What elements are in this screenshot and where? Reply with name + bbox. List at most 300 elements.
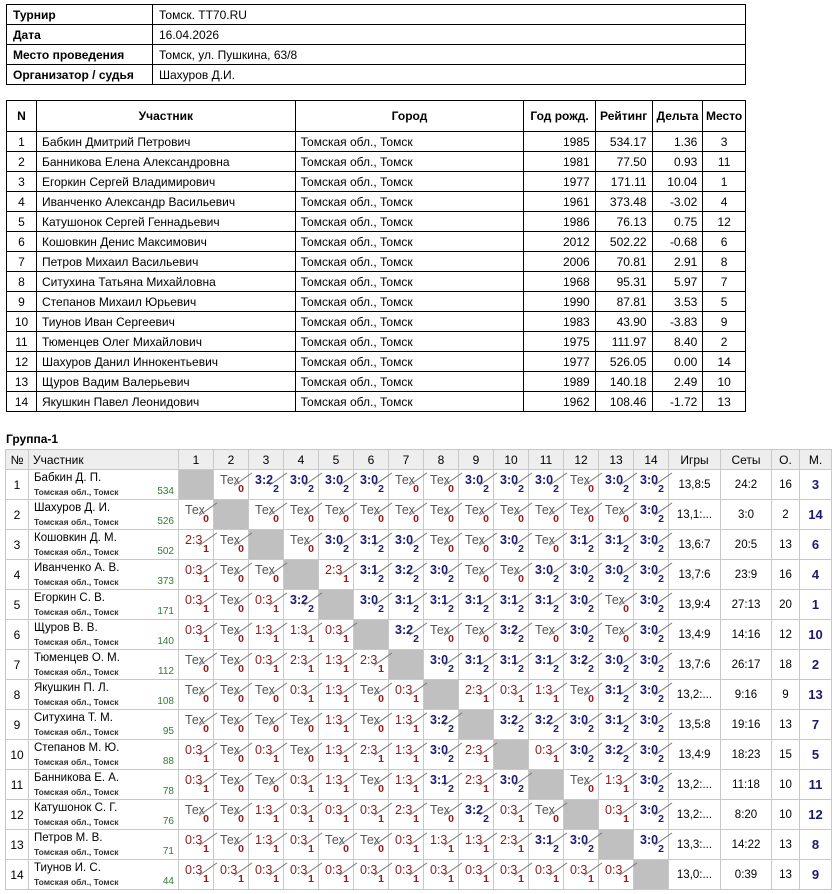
match-score: Тех xyxy=(255,713,275,727)
match-score: Тех xyxy=(570,473,590,487)
match-score: 3:0 xyxy=(570,833,589,847)
match-result-cell xyxy=(284,800,319,830)
participant-city: Томская обл., Томск xyxy=(295,192,524,212)
match-points: 1 xyxy=(448,843,454,855)
match-score: Тех xyxy=(395,473,415,487)
participant-place: 1 xyxy=(703,172,746,192)
match-points: 0 xyxy=(623,603,629,615)
match-points: 0 xyxy=(343,513,349,525)
participant-short-name: Банникова Е. А. xyxy=(34,772,120,784)
info-label: Дата xyxy=(7,25,153,45)
match-result-cell xyxy=(529,830,564,860)
match-points: 1 xyxy=(483,693,489,705)
match-score: Тех xyxy=(185,803,205,817)
match-result-cell xyxy=(354,860,389,890)
grid-header-sets: Сеты xyxy=(721,450,772,470)
participant-place: 3 xyxy=(703,132,746,152)
match-points: 1 xyxy=(273,873,279,885)
match-points: 1 xyxy=(273,633,279,645)
match-result-cell xyxy=(179,620,214,650)
match-points: 1 xyxy=(343,633,349,645)
participant-city: Томская обл., Томск xyxy=(34,757,119,767)
match-score: Тех xyxy=(570,683,590,697)
match-score: 3:1 xyxy=(535,593,554,607)
participant-birth-year: 1983 xyxy=(524,312,595,332)
match-score: Тех xyxy=(325,833,345,847)
match-score: 3:0 xyxy=(640,833,659,847)
match-score: 3:0 xyxy=(570,563,589,577)
match-points: 0 xyxy=(203,723,209,735)
match-score: 3:0 xyxy=(570,623,589,637)
grid-participant xyxy=(29,470,179,500)
participant-city: Томская обл., Томск xyxy=(34,637,119,647)
match-points: 2 xyxy=(658,723,664,735)
participant-delta: 3.53 xyxy=(652,292,703,312)
participant-delta: 5.97 xyxy=(652,272,703,292)
match-result-cell xyxy=(494,560,529,590)
match-score: Тех xyxy=(430,503,450,517)
match-result-cell xyxy=(564,620,599,650)
match-result-cell xyxy=(634,800,669,830)
match-points: 0 xyxy=(238,753,244,765)
participant-place: 8 xyxy=(800,830,832,860)
match-result-cell xyxy=(599,770,634,800)
participant-delta: 0.93 xyxy=(652,152,703,172)
match-score: 1:3 xyxy=(325,683,343,697)
participant-place: 11 xyxy=(800,770,832,800)
participant-name: Тиунов Иван Сергеевич xyxy=(37,312,296,332)
match-points: 1 xyxy=(343,693,349,705)
table-row xyxy=(7,332,746,352)
match-score: Тех xyxy=(465,563,485,577)
grid-row-number: 9 xyxy=(6,710,29,740)
match-score: 0:3 xyxy=(290,803,308,817)
match-score: 1:3 xyxy=(430,833,448,847)
match-result-cell xyxy=(529,500,564,530)
match-points: 1 xyxy=(273,813,279,825)
participant-city: Томская обл., Томск xyxy=(295,332,524,352)
participant-sets: 8:20 xyxy=(721,800,772,830)
match-score: 0:3 xyxy=(395,863,413,877)
participant-number: 12 xyxy=(7,352,37,372)
match-score: Тех xyxy=(570,773,590,787)
participant-rating: 112 xyxy=(158,666,174,677)
grid-header-place: М. xyxy=(800,450,832,470)
match-score: Тех xyxy=(255,503,275,517)
match-points: 1 xyxy=(343,663,349,675)
participant-name: Ситухина Татьяна Михайловна xyxy=(37,272,296,292)
match-score: 3:2 xyxy=(255,473,274,487)
match-points: 2 xyxy=(588,633,594,645)
match-score: Тех xyxy=(220,743,240,757)
table-row xyxy=(7,372,746,392)
match-result-cell xyxy=(249,470,284,500)
participant-points: 12 xyxy=(772,620,800,650)
participant-delta: 10.04 xyxy=(652,172,703,192)
group-title: Группа-1 xyxy=(6,432,59,446)
participant-city: Томская обл., Томск xyxy=(295,292,524,312)
participant-city: Томская обл., Томск xyxy=(295,372,524,392)
participant-place: 12 xyxy=(800,800,832,830)
match-points: 2 xyxy=(413,543,419,555)
match-score: Тех xyxy=(360,713,380,727)
match-result-cell xyxy=(459,470,494,500)
match-points: 2 xyxy=(273,483,279,495)
match-points: 1 xyxy=(203,873,209,885)
match-score: Тех xyxy=(220,533,240,547)
match-result-cell xyxy=(284,710,319,740)
match-points: 1 xyxy=(413,873,419,885)
participant-city: Томская обл., Томск xyxy=(295,172,524,192)
participant-city: Томская обл., Томск xyxy=(295,252,524,272)
match-score: 3:1 xyxy=(605,713,624,727)
participants-header-row xyxy=(7,101,746,132)
match-result-cell xyxy=(424,470,459,500)
match-result-cell xyxy=(214,530,249,560)
grid-header-points: О. xyxy=(772,450,800,470)
round-robin-grid xyxy=(5,449,832,890)
match-score: 3:2 xyxy=(395,563,414,577)
match-points: 2 xyxy=(553,573,559,585)
match-score: 3:1 xyxy=(360,563,379,577)
match-result-cell xyxy=(354,560,389,590)
match-score: 3:0 xyxy=(640,803,659,817)
match-result-cell xyxy=(564,830,599,860)
participant-birth-year: 1986 xyxy=(524,212,595,232)
match-result-cell xyxy=(249,770,284,800)
match-result-cell xyxy=(634,620,669,650)
info-row xyxy=(7,25,746,45)
match-result-cell xyxy=(354,530,389,560)
match-points: 0 xyxy=(238,843,244,855)
participant-name: Петров Михаил Васильевич xyxy=(37,252,296,272)
match-result-cell xyxy=(319,770,354,800)
match-points: 1 xyxy=(203,633,209,645)
match-points: 0 xyxy=(553,513,559,525)
match-score: Тех xyxy=(535,803,555,817)
match-points: 0 xyxy=(308,753,314,765)
match-result-cell xyxy=(214,800,249,830)
match-result-cell xyxy=(284,650,319,680)
match-score: 3:0 xyxy=(500,473,519,487)
match-score: Тех xyxy=(500,503,520,517)
participant-place: 5 xyxy=(703,292,746,312)
match-result-cell xyxy=(389,680,424,710)
participant-rating: 108.46 xyxy=(595,392,652,412)
grid-row-number: 4 xyxy=(6,560,29,590)
participant-city: Томская обл., Томск xyxy=(295,232,524,252)
table-row xyxy=(7,232,746,252)
match-score: 3:2 xyxy=(395,623,414,637)
match-points: 1 xyxy=(483,843,489,855)
match-result-cell xyxy=(179,500,214,530)
participant-name: Банникова Елена Александровна xyxy=(37,152,296,172)
match-score: 3:1 xyxy=(465,593,484,607)
match-result-cell xyxy=(564,650,599,680)
participant-place: 9 xyxy=(800,860,832,890)
match-result-cell xyxy=(424,500,459,530)
participant-rating: 526.05 xyxy=(595,352,652,372)
match-score: 0:3 xyxy=(500,863,518,877)
match-result-cell xyxy=(319,560,354,590)
participant-number: 3 xyxy=(7,172,37,192)
match-result-cell xyxy=(634,560,669,590)
match-result-cell xyxy=(529,470,564,500)
match-result-cell xyxy=(284,470,319,500)
match-points: 0 xyxy=(553,813,559,825)
match-points: 1 xyxy=(378,873,384,885)
match-result-cell xyxy=(599,590,634,620)
self-cell xyxy=(459,710,494,740)
participant-games: 13,2:... xyxy=(669,800,721,830)
match-result-cell xyxy=(424,830,459,860)
match-result-cell xyxy=(599,650,634,680)
match-points: 0 xyxy=(448,483,454,495)
match-score: 0:3 xyxy=(325,803,343,817)
grid-header-opponent: 6 xyxy=(354,450,389,470)
match-result-cell xyxy=(634,590,669,620)
match-points: 2 xyxy=(658,573,664,585)
grid-row-number: 10 xyxy=(6,740,29,770)
self-cell xyxy=(284,560,319,590)
grid-header-opponent: 10 xyxy=(494,450,529,470)
grid-header-participant: Участник xyxy=(29,450,179,470)
match-score: 0:3 xyxy=(360,803,378,817)
info-value: Томск, ул. Пушкина, 63/8 xyxy=(153,45,746,65)
match-score: Тех xyxy=(360,683,380,697)
match-score: 0:3 xyxy=(290,863,308,877)
match-result-cell xyxy=(529,680,564,710)
match-result-cell xyxy=(179,560,214,590)
match-result-cell xyxy=(599,710,634,740)
match-points: 1 xyxy=(378,753,384,765)
match-result-cell xyxy=(529,530,564,560)
participant-number: 8 xyxy=(7,272,37,292)
match-points: 2 xyxy=(378,573,384,585)
participant-name: Егоркин Сергей Владимирович xyxy=(37,172,296,192)
match-score: 3:0 xyxy=(640,563,659,577)
match-points: 2 xyxy=(518,783,524,795)
match-points: 0 xyxy=(238,483,244,495)
match-score: 2:3 xyxy=(500,833,518,847)
match-score: 0:3 xyxy=(535,743,553,757)
match-result-cell xyxy=(494,530,529,560)
self-cell xyxy=(564,800,599,830)
match-points: 2 xyxy=(413,633,419,645)
table-row xyxy=(7,272,746,292)
match-result-cell xyxy=(179,710,214,740)
match-result-cell xyxy=(389,740,424,770)
match-score: 3:1 xyxy=(360,533,379,547)
table-row xyxy=(7,292,746,312)
match-score: 0:3 xyxy=(185,623,203,637)
match-points: 0 xyxy=(273,723,279,735)
match-result-cell xyxy=(179,860,214,890)
match-score: 1:3 xyxy=(395,743,413,757)
participant-rating: 71 xyxy=(162,846,174,857)
match-score: 3:0 xyxy=(360,593,379,607)
match-result-cell xyxy=(389,530,424,560)
grid-participant xyxy=(29,560,179,590)
col-header-n: N xyxy=(7,101,37,132)
match-score: 3:1 xyxy=(570,533,589,547)
match-result-cell xyxy=(599,530,634,560)
match-result-cell xyxy=(529,560,564,590)
participant-place: 4 xyxy=(703,192,746,212)
match-result-cell xyxy=(459,560,494,590)
match-points: 1 xyxy=(203,603,209,615)
match-points: 0 xyxy=(308,723,314,735)
match-result-cell xyxy=(424,530,459,560)
tournament-info-table xyxy=(6,4,746,85)
participant-sets: 20:5 xyxy=(721,530,772,560)
match-result-cell xyxy=(599,500,634,530)
match-points: 0 xyxy=(238,573,244,585)
match-result-cell xyxy=(389,500,424,530)
match-points: 0 xyxy=(203,813,209,825)
match-points: 2 xyxy=(553,723,559,735)
match-score: Тех xyxy=(395,503,415,517)
participant-rating: 171.11 xyxy=(595,172,652,192)
participant-city: Томская обл., Томск xyxy=(34,607,119,617)
match-score: 2:3 xyxy=(185,533,203,547)
participant-city: Томская обл., Томск xyxy=(295,212,524,232)
match-score: 2:3 xyxy=(360,743,378,757)
match-points: 0 xyxy=(483,543,489,555)
participant-place: 7 xyxy=(800,710,832,740)
match-points: 0 xyxy=(273,783,279,795)
participant-points: 13 xyxy=(772,530,800,560)
participant-sets: 3:0 xyxy=(721,500,772,530)
match-result-cell xyxy=(424,710,459,740)
match-score: 3:0 xyxy=(430,653,449,667)
match-points: 1 xyxy=(308,843,314,855)
match-score: 3:1 xyxy=(605,683,624,697)
match-points: 1 xyxy=(553,693,559,705)
match-score: 0:3 xyxy=(360,863,378,877)
participant-short-name: Иванченко А. В. xyxy=(34,562,120,574)
participant-city: Томская обл., Томск xyxy=(34,547,119,557)
participant-short-name: Бабкин Д. П. xyxy=(34,472,102,484)
match-score: Тех xyxy=(570,503,590,517)
match-score: 3:0 xyxy=(430,743,449,757)
match-result-cell xyxy=(459,770,494,800)
participant-points: 18 xyxy=(772,650,800,680)
participant-rating: 373.48 xyxy=(595,192,652,212)
participant-city: Томская обл., Томск xyxy=(34,877,119,887)
match-points: 2 xyxy=(378,543,384,555)
match-points: 0 xyxy=(308,513,314,525)
grid-row xyxy=(6,830,832,860)
match-points: 1 xyxy=(378,663,384,675)
participant-short-name: Петров М. В. xyxy=(34,832,103,844)
participant-place: 6 xyxy=(800,530,832,560)
participant-delta: 0.00 xyxy=(652,352,703,372)
match-score: 1:3 xyxy=(255,623,273,637)
match-points: 2 xyxy=(658,753,664,765)
grid-header-games: Игры xyxy=(669,450,721,470)
match-score: Тех xyxy=(605,593,625,607)
match-points: 1 xyxy=(588,873,594,885)
match-score: 0:3 xyxy=(185,833,203,847)
match-score: 0:3 xyxy=(185,593,203,607)
match-points: 2 xyxy=(448,783,454,795)
match-points: 1 xyxy=(308,693,314,705)
match-result-cell xyxy=(424,800,459,830)
participant-name: Щуров Вадим Валерьевич xyxy=(37,372,296,392)
match-points: 0 xyxy=(623,513,629,525)
match-points: 1 xyxy=(518,813,524,825)
participant-rating: 76 xyxy=(162,816,174,827)
grid-participant xyxy=(29,650,179,680)
participant-birth-year: 1989 xyxy=(524,372,595,392)
participant-rating: 95.31 xyxy=(595,272,652,292)
match-points: 2 xyxy=(588,843,594,855)
match-points: 2 xyxy=(518,483,524,495)
participant-place: 13 xyxy=(703,392,746,412)
participant-rating: 534.17 xyxy=(595,132,652,152)
match-points: 2 xyxy=(553,483,559,495)
match-points: 1 xyxy=(413,783,419,795)
match-result-cell xyxy=(284,500,319,530)
participant-birth-year: 1977 xyxy=(524,352,595,372)
participant-games: 13,9:4 xyxy=(669,590,721,620)
participant-short-name: Катушонок С. Г. xyxy=(34,802,118,814)
participant-number: 11 xyxy=(7,332,37,352)
match-result-cell xyxy=(494,500,529,530)
participant-number: 5 xyxy=(7,212,37,232)
match-score: 1:3 xyxy=(290,623,308,637)
match-result-cell xyxy=(529,650,564,680)
match-points: 2 xyxy=(378,483,384,495)
match-points: 2 xyxy=(623,693,629,705)
match-score: 0:3 xyxy=(430,863,448,877)
participant-delta: -0.68 xyxy=(652,232,703,252)
match-points: 1 xyxy=(413,723,419,735)
match-score: 3:0 xyxy=(290,473,309,487)
match-points: 1 xyxy=(413,753,419,765)
match-score: Тех xyxy=(185,503,205,517)
table-row xyxy=(7,132,746,152)
match-points: 0 xyxy=(588,513,594,525)
col-header-city: Город xyxy=(295,101,524,132)
match-score: 1:3 xyxy=(605,773,623,787)
match-result-cell xyxy=(459,830,494,860)
participant-city: Томская обл., Томск xyxy=(295,152,524,172)
match-result-cell xyxy=(634,470,669,500)
participant-birth-year: 1977 xyxy=(524,172,595,192)
match-score: 3:1 xyxy=(395,593,414,607)
match-score: Тех xyxy=(500,563,520,577)
match-points: 0 xyxy=(518,513,524,525)
grid-row xyxy=(6,530,832,560)
grid-row xyxy=(6,860,832,890)
grid-row xyxy=(6,710,832,740)
match-result-cell xyxy=(599,800,634,830)
match-points: 1 xyxy=(273,603,279,615)
match-score: 2:3 xyxy=(325,563,343,577)
grid-participant xyxy=(29,830,179,860)
match-points: 1 xyxy=(448,873,454,885)
participant-name: Кошовкин Денис Максимович xyxy=(37,232,296,252)
match-points: 1 xyxy=(203,783,209,795)
grid-header-opponent: 4 xyxy=(284,450,319,470)
match-result-cell xyxy=(459,500,494,530)
match-points: 1 xyxy=(413,813,419,825)
match-result-cell xyxy=(354,740,389,770)
participant-birth-year: 2012 xyxy=(524,232,595,252)
participant-rating: 108 xyxy=(157,696,174,707)
